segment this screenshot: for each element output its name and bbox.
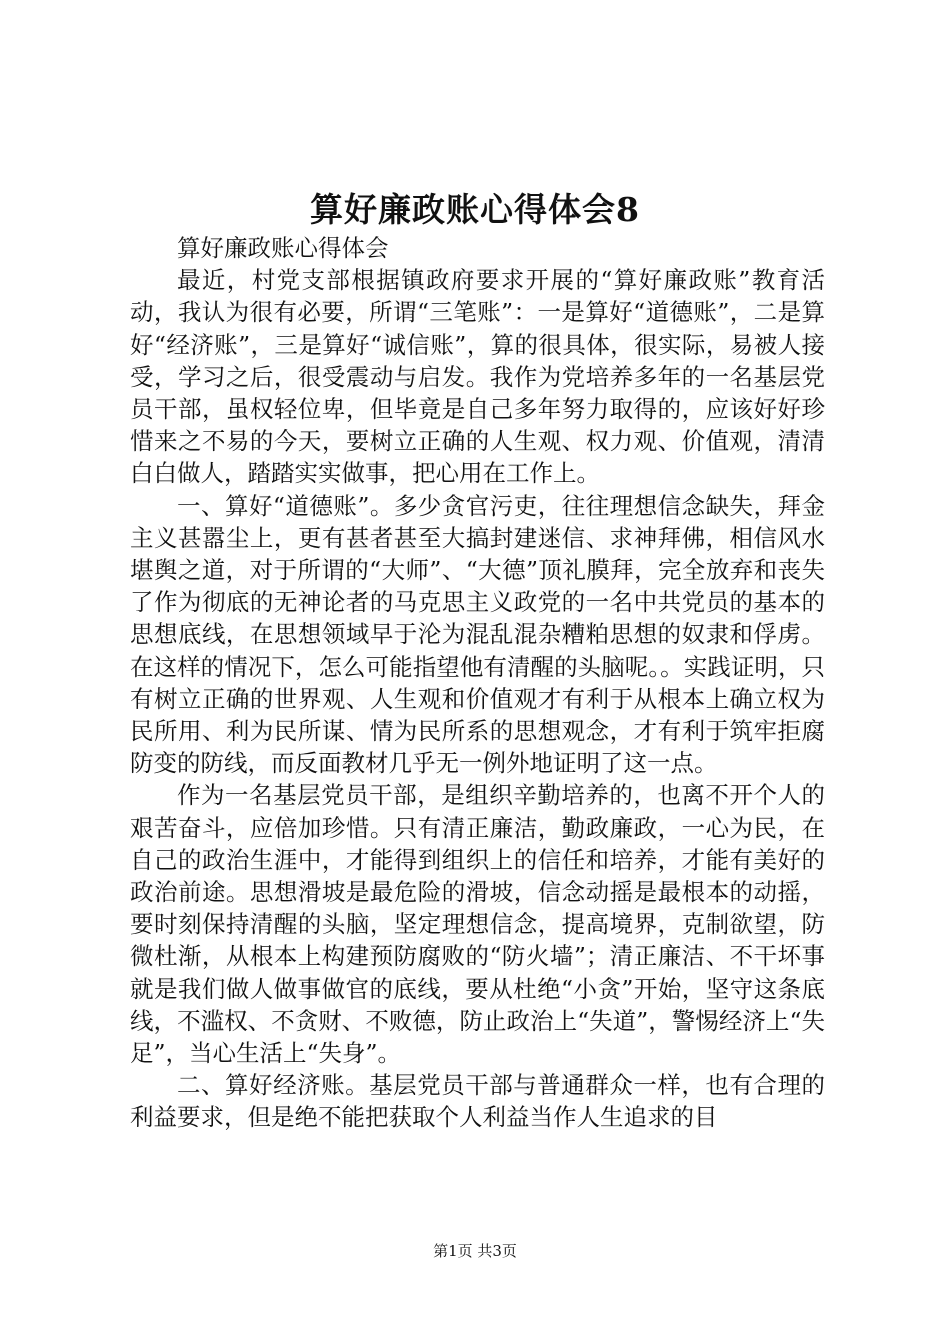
document-title: 算好廉政账心得体会8	[310, 190, 640, 229]
paragraph-intro: 最近，村党支部根据镇政府要求开展的“算好廉政账”教育活动，我认为很有必要，所谓“三笔账”：一是算好“道德账”，二是算好“经济账”，三是算好“诚信账”，算的很具体，很实际，易被人接受，学习之后，很受震动与启发。我作为党培养多年的一名基层党员干部，虽权轻位卑，但毕竟是自己多年努力取得的，应该好好珍惜来之不易的今天，要树立正确的人生观、权力观、价值观，清清白白做人，踏踏实实做事，把心用在工作上。	[130, 266, 825, 488]
paragraph-subtitle: 算好廉政账心得体会	[177, 234, 389, 262]
paragraph-cadre-duty: 作为一名基层党员干部，是组织辛勤培养的，也离不开个人的艰苦奋斗，应倍加珍惜。只有清正廉洁，勤政廉政，一心为民，在自己的政治生涯中，才能得到组织上的信任和培养，才能有美好的政治前途。思想滑坡是最危险的滑坡，信念动摇是最根本的动摇，要时刻保持清醒的头脑，坚定理想信念，提高境界，克制欲望，防微杜渐，从根本上构建预防腐败的“防火墙”；清正廉洁、不干坏事就是我们做人做事做官的底线，要从杜绝“小贪”开始，坚守这条底线，不滥权、不贪财、不败德，防止政治上“失道”，警惕经济上“失足”，当心生活上“失身”。	[130, 781, 825, 1068]
document-body	[130, 232, 825, 1134]
paragraph-moral-account: 一、算好“道德账”。多少贪官污吏，往往理想信念缺失，拜金主义甚嚣尘上，更有甚者甚至大搞封建迷信、求神拜佛，相信风水堪舆之道，对于所谓的“大师”、“大德”顶礼膜拜，完全放弃和丧失了作为彻底的无神论者的马克思主义政党的一名中共党员的基本的思想底线，在思想领域早于沦为混乱混杂糟粕思想的奴隶和俘虏。在这样的情况下，怎么可能指望他有清醒的头脑呢。。实践证明，只有树立正确的世界观、人生观和价值观才有利于从根本上确立权为民所用、利为民所谋、情为民所系的思想观念，才有利于筑牢拒腐防变的防线，而反面教材几乎无一例外地证明了这一点。	[130, 491, 825, 778]
paragraph-economic-account: 二、算好经济账。基层党员干部与普通群众一样，也有合理的利益要求，但是绝不能把获取个人利益当作人生追求的目	[130, 1071, 825, 1132]
page-footer: 第1页 共3页	[433, 1242, 517, 1260]
